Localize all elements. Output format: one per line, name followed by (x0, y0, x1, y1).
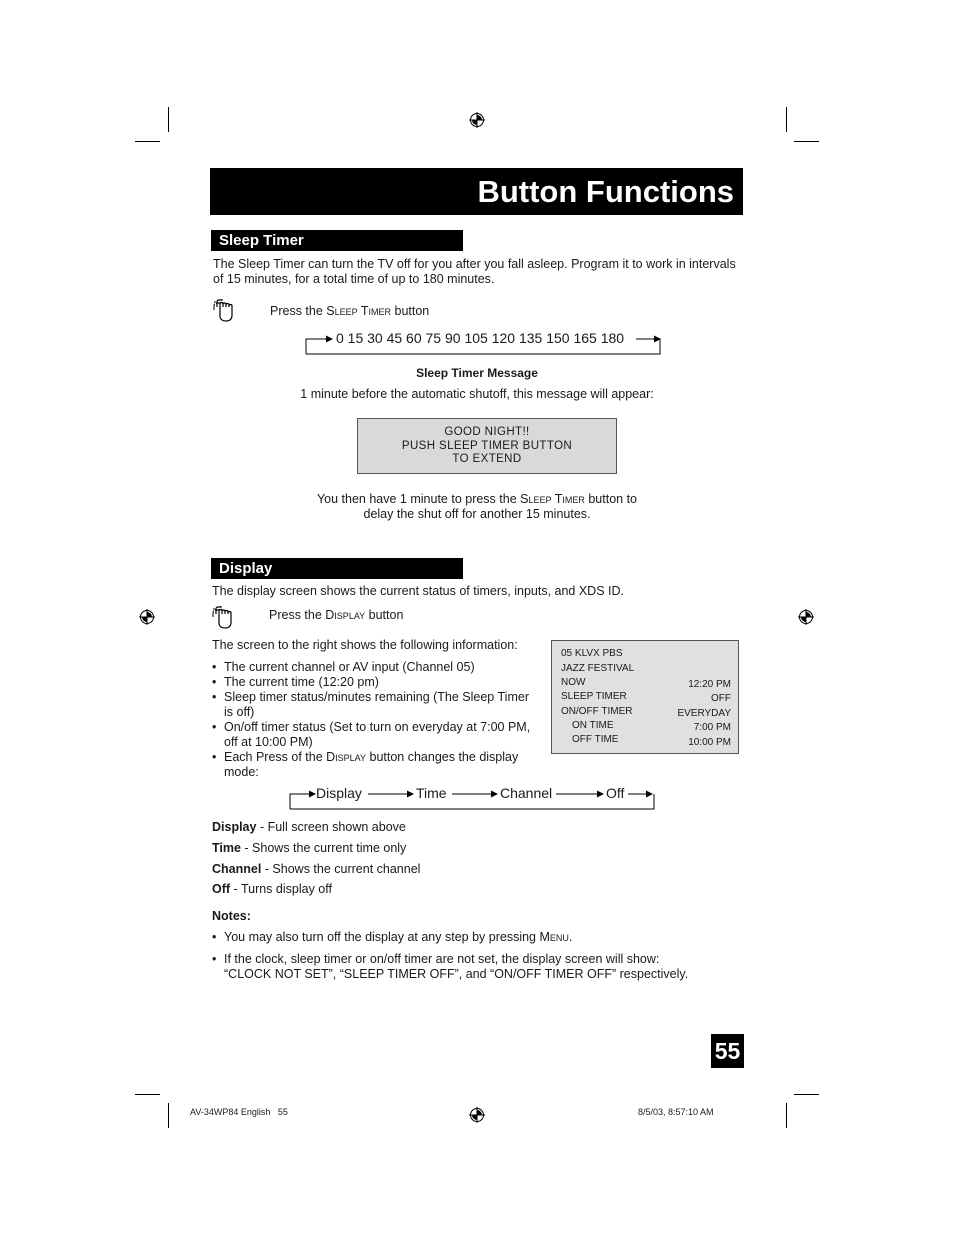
definition-item (212, 841, 406, 856)
definition-term: Time (212, 841, 241, 855)
bullet: • (212, 952, 217, 966)
definition-desc: - Shows the current channel (261, 862, 421, 876)
list-item (212, 720, 542, 750)
pointing-hand-icon (212, 605, 238, 631)
screen-row-value: 12:20 PM (688, 679, 731, 690)
list-item-line (224, 750, 518, 765)
crop-mark (794, 1094, 819, 1095)
definition-item (212, 862, 420, 877)
menu-button-name: Menu (539, 930, 569, 944)
note1-prefix: You may also turn off the display at any step by pressing (224, 930, 540, 944)
message-line: TO EXTEND (452, 453, 522, 465)
display-mode-label: Off (606, 785, 625, 801)
pointing-hand-icon (213, 298, 239, 324)
sleep-timer-message-intro: 1 minute before the automatic shutoff, this message will appear: (300, 387, 654, 401)
display-intro: The display screen shows the current status of timers, inputs, and XDS ID. (212, 584, 624, 598)
crop-mark (168, 1103, 169, 1128)
page-number: 55 (711, 1034, 744, 1068)
list-item-text (224, 690, 529, 720)
screen-row-value: EVERYDAY (677, 708, 731, 719)
crop-mark (786, 1103, 787, 1128)
extend-note-line1 (0, 492, 954, 507)
good-night-message-box (357, 418, 617, 474)
list-item (212, 675, 542, 690)
display-screen-example (551, 640, 739, 754)
extend-note-line2: delay the shut off for another 15 minutes. (363, 507, 591, 521)
section-heading-display: Display (211, 558, 463, 579)
extend-suffix: button to (584, 492, 637, 506)
last-bullet-suffix: button changes the display (366, 750, 519, 764)
sleep-timer-sequence: 0 15 30 45 60 75 90 105 120 135 150 165 180 (336, 330, 625, 346)
bullet: • (212, 690, 217, 704)
sleep-timer-message-heading: Sleep Timer Message (416, 366, 538, 380)
definition-item (212, 882, 332, 897)
screen-row-label: SLEEP TIMER (561, 691, 627, 702)
list-item (212, 660, 542, 675)
display-mode-label: Display (316, 785, 362, 801)
bullet: • (212, 660, 217, 674)
footer-left: AV-34WP84 English 55 (190, 1107, 288, 1117)
bullet: • (212, 930, 217, 944)
definition-desc: - Turns display off (230, 882, 332, 896)
note1-suffix: . (568, 930, 573, 944)
crop-mark (135, 1094, 160, 1095)
list-item-text (224, 750, 518, 780)
screen-row-label: ON TIME (572, 720, 614, 731)
crop-mark (786, 107, 787, 132)
list-item (212, 930, 732, 945)
list-item-text (224, 930, 572, 945)
press-sleep-timer-instruction (270, 304, 429, 319)
list-item-line: Sleep timer status/minutes remaining (The Sleep Timer (224, 690, 529, 704)
list-item-line: mode: (224, 765, 259, 779)
footer-right: 8/5/03, 8:57:10 AM (638, 1107, 714, 1117)
sleep-timer-extend-note (0, 492, 954, 522)
last-bullet-prefix: Each Press of the (224, 750, 327, 764)
section-heading-sleep-timer: Sleep Timer (211, 230, 463, 251)
sleep-timer-intro (213, 257, 753, 287)
list-item-text (224, 720, 530, 750)
crop-mark (135, 141, 160, 142)
list-item-line: On/off timer status (Set to turn on everyday at 7:00 PM, (224, 720, 531, 734)
crop-mark (168, 107, 169, 132)
screen-row-value: 7:00 PM (693, 722, 731, 733)
extend-prefix: You then have 1 minute to press the (316, 492, 521, 506)
screen-row-label: ON/OFF TIMER (561, 706, 633, 717)
definition-desc: - Full screen shown above (256, 820, 406, 834)
list-item (212, 690, 542, 720)
notes-heading: Notes: (212, 909, 251, 923)
definition-term: Channel (212, 862, 262, 876)
message-line: GOOD NIGHT!! (444, 426, 530, 438)
list-item-line: If the clock, sleep timer or on/off timer are not set, the display screen will show: (224, 952, 660, 966)
crop-mark (794, 141, 819, 142)
list-item-line: “CLOCK NOT SET”, “SLEEP TIMER OFF”, and “ON/OFF TIMER OFF” respectively. (224, 967, 689, 981)
bullet: • (212, 675, 217, 689)
page-title: Button Functions (210, 168, 743, 215)
screen-channel-line: 05 KLVX PBS (561, 648, 623, 659)
sleep-timer-button-name: Sleep Timer (326, 304, 392, 318)
sleep-timer-intro-line1: The Sleep Timer can turn the TV off for you after you fall asleep. Program it to work in intervals (213, 257, 736, 271)
display-button-name: Display (325, 608, 366, 622)
list-item (212, 750, 542, 780)
registration-mark-icon (469, 1107, 485, 1123)
registration-mark-icon (798, 609, 814, 625)
list-item-text: The current channel or AV input (Channel 05) (224, 660, 475, 674)
screen-program-line: JAZZ FESTIVAL (561, 663, 635, 674)
bullet: • (212, 720, 217, 734)
press-display-instruction (269, 608, 403, 623)
list-item-text (224, 952, 688, 982)
screen-row-value: 10:00 PM (688, 737, 731, 748)
screen-row-value: OFF (711, 693, 731, 704)
registration-mark-icon (139, 609, 155, 625)
registration-mark-icon (469, 112, 485, 128)
screen-row-label: NOW (561, 677, 586, 688)
screen-intro: The screen to the right shows the following information: (212, 638, 518, 652)
screen-row-label: OFF TIME (572, 734, 619, 745)
message-line: PUSH SLEEP TIMER BUTTON (401, 439, 573, 452)
list-item-line: off at 10:00 PM) (224, 735, 313, 749)
press-suffix: button (365, 608, 404, 622)
list-item-text: The current time (12:20 pm) (224, 675, 379, 689)
display-button-name: Display (326, 750, 367, 764)
definition-item (212, 820, 406, 835)
press-suffix: button (391, 304, 430, 318)
list-item-line: is off) (224, 705, 255, 719)
press-prefix: Press the (270, 304, 327, 318)
press-prefix: Press the (269, 608, 326, 622)
sleep-timer-intro-line2: of 15 minutes, for a total time of up to 180 minutes. (213, 272, 495, 286)
sleep-timer-button-name: Sleep Timer (520, 492, 585, 506)
display-mode-label: Time (416, 785, 447, 801)
definition-term: Off (212, 882, 231, 896)
definition-desc: - Shows the current time only (240, 841, 407, 855)
display-mode-label: Channel (500, 785, 553, 801)
definition-term: Display (212, 820, 257, 834)
bullet: • (212, 750, 217, 764)
list-item (212, 952, 742, 982)
